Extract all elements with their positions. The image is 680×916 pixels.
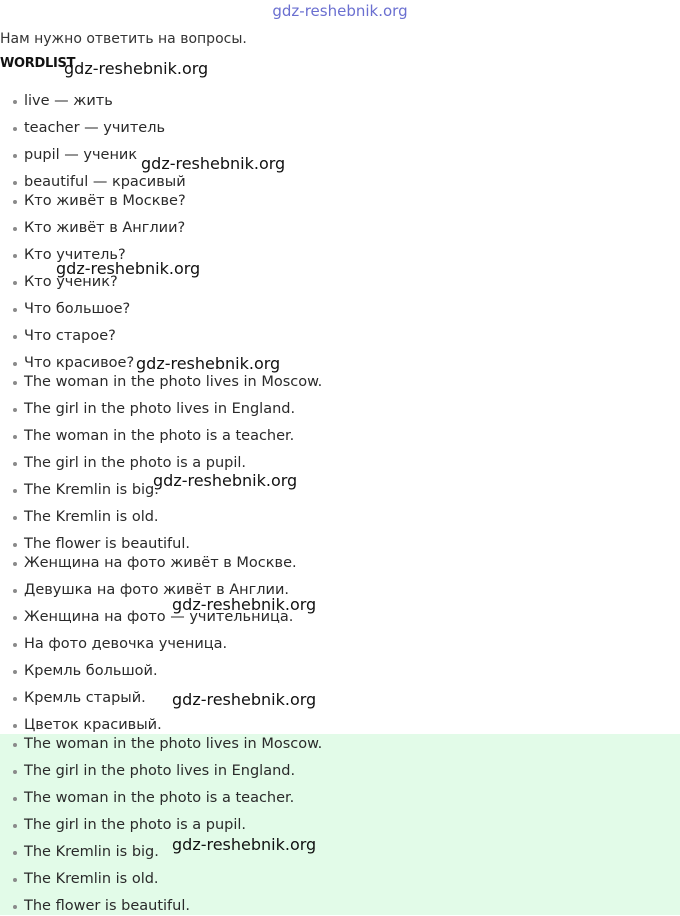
- highlighted-answers-list: [0, 734, 322, 914]
- answer-text: Женщина на фото — учительница.: [24, 609, 294, 625]
- question-item: [0, 299, 186, 326]
- answer-text: Девушка на фото живёт в Англии.: [24, 582, 289, 598]
- answer-text: The girl in the photo is a pupil.: [24, 455, 247, 471]
- bullet-icon: [13, 308, 17, 312]
- bullet-icon: [13, 905, 17, 909]
- bullet-icon: [13, 589, 17, 593]
- bullet-icon: [13, 616, 17, 620]
- bullet-icon: [13, 127, 17, 131]
- highlighted-answer-item: [0, 788, 322, 815]
- bullet-icon: [13, 697, 17, 701]
- wordlist-item: [0, 172, 186, 190]
- answer-text: The woman in the photo lives in Moscow.: [24, 374, 323, 390]
- highlighted-answer-item: [0, 761, 322, 788]
- answer-text: Женщина на фото живёт в Москве.: [24, 555, 297, 571]
- answer-text: The Kremlin is old.: [24, 509, 159, 525]
- watermark: gdz-reshebnik.org: [136, 354, 281, 373]
- bullet-icon: [13, 435, 17, 439]
- bullet-icon: [13, 381, 17, 385]
- answer-text: The girl in the photo lives in England.: [24, 763, 296, 779]
- bullet-icon: [13, 724, 17, 728]
- answer-text: The woman in the photo lives in Moscow.: [24, 736, 323, 752]
- watermark: gdz-reshebnik.org: [172, 595, 317, 614]
- wordlist-item-text: teacher — учитель: [24, 120, 166, 136]
- watermark: gdz-reshebnik.org: [153, 471, 298, 490]
- bullet-icon: [13, 489, 17, 493]
- watermark: gdz-reshebnik.org: [64, 59, 209, 78]
- answer-item: [0, 372, 322, 399]
- watermark: gdz-reshebnik.org: [172, 690, 317, 709]
- question-item: [0, 218, 186, 245]
- bullet-icon: [13, 254, 17, 258]
- answer-text: The woman in the photo is a teacher.: [24, 790, 295, 806]
- watermark: gdz-reshebnik.org: [172, 835, 317, 854]
- watermark: gdz-reshebnik.org: [141, 154, 286, 173]
- site-header-watermark: gdz-reshebnik.org: [272, 2, 408, 20]
- wordlist-item: [0, 91, 186, 118]
- question-item: [0, 191, 186, 218]
- answer-item: [0, 553, 297, 580]
- bullet-icon: [13, 770, 17, 774]
- answer-item: [0, 634, 297, 661]
- bullet-icon: [13, 878, 17, 882]
- answer-text: The girl in the photo lives in England.: [24, 401, 296, 417]
- bullet-icon: [13, 797, 17, 801]
- bullet-icon: [13, 543, 17, 547]
- bullet-icon: [13, 408, 17, 412]
- intro-text: Нам нужно ответить на вопросы.: [0, 31, 247, 47]
- bullet-icon: [13, 643, 17, 647]
- bullet-icon: [13, 200, 17, 204]
- answer-text: Кремль большой.: [24, 663, 158, 679]
- question-text: Что красивое?: [24, 355, 135, 371]
- answers-english-list: [0, 372, 322, 552]
- answer-text: The Kremlin is old.: [24, 871, 159, 887]
- bullet-icon: [13, 851, 17, 855]
- bullet-icon: [13, 181, 17, 185]
- bullet-icon: [13, 100, 17, 104]
- bullet-icon: [13, 462, 17, 466]
- bullet-icon: [13, 335, 17, 339]
- bullet-icon: [13, 670, 17, 674]
- answer-text: The flower is beautiful.: [24, 898, 190, 914]
- answer-item: [0, 399, 322, 426]
- answer-item: [0, 426, 322, 453]
- wordlist: [0, 91, 186, 190]
- answer-text: The girl in the photo is a pupil.: [24, 817, 247, 833]
- question-text: Кто живёт в Москве?: [24, 193, 186, 209]
- answer-text: На фото девочка ученица.: [24, 636, 228, 652]
- wordlist-item-text: live — жить: [24, 93, 113, 109]
- question-text: Что большое?: [24, 301, 131, 317]
- highlighted-answer-item: [0, 869, 322, 896]
- highlighted-answer-item: [0, 734, 322, 761]
- answer-text: The woman in the photo is a teacher.: [24, 428, 295, 444]
- question-text: Кто учитель?: [24, 247, 126, 263]
- question-text: Что старое?: [24, 328, 116, 344]
- question-item: [0, 326, 186, 353]
- wordlist-item: [0, 118, 186, 145]
- bullet-icon: [13, 562, 17, 566]
- question-text: Кто живёт в Англии?: [24, 220, 186, 236]
- answer-text: Кремль старый.: [24, 690, 146, 706]
- wordlist-heading: WORDLIST: [0, 56, 76, 71]
- answer-text: The Kremlin is big.: [24, 482, 159, 498]
- wordlist-item-text: pupil — ученик: [24, 147, 138, 163]
- answer-item: [0, 534, 322, 552]
- bullet-icon: [13, 516, 17, 520]
- answer-text: The Kremlin is big.: [24, 844, 159, 860]
- question-text: Кто ученик?: [24, 274, 118, 290]
- answer-item: [0, 507, 322, 534]
- bullet-icon: [13, 362, 17, 366]
- bullet-icon: [13, 154, 17, 158]
- watermark: gdz-reshebnik.org: [56, 259, 201, 278]
- answer-text: Цветок красивый.: [24, 717, 162, 733]
- bullet-icon: [13, 824, 17, 828]
- answer-text: The flower is beautiful.: [24, 536, 190, 552]
- questions-list: [0, 191, 186, 371]
- wordlist-item-text: beautiful — красивый: [24, 174, 186, 190]
- bullet-icon: [13, 281, 17, 285]
- bullet-icon: [13, 227, 17, 231]
- answer-item: [0, 661, 297, 688]
- bullet-icon: [13, 743, 17, 747]
- answer-item: [0, 715, 297, 733]
- highlighted-answer-item: [0, 896, 322, 914]
